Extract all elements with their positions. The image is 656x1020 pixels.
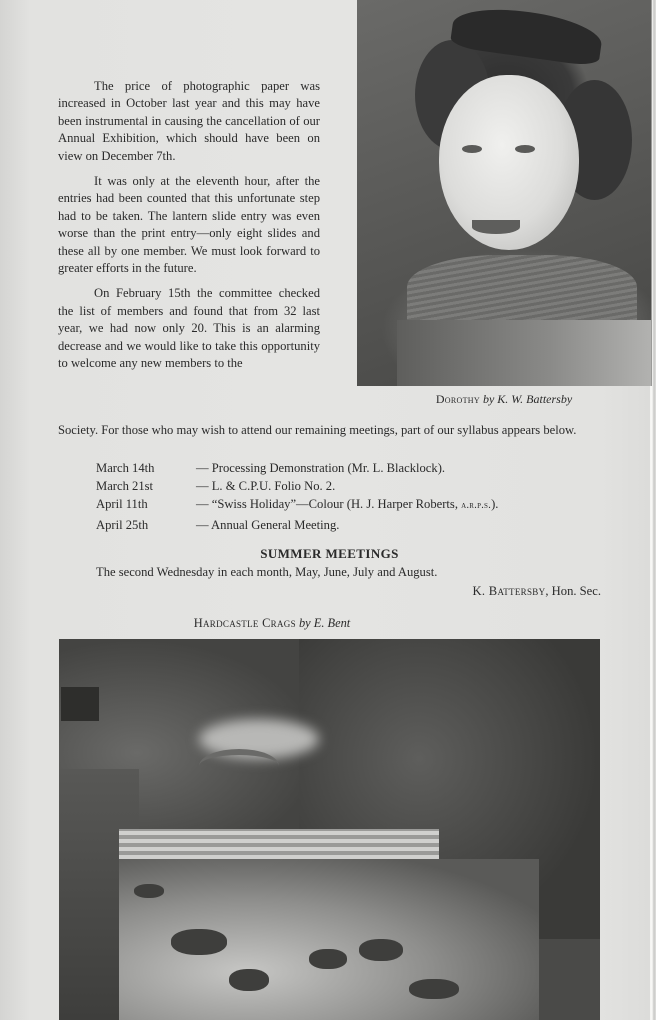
syllabus-date: April 11th — [96, 497, 148, 512]
landscape-caption-title: Hardcastle Crags — [193, 616, 296, 630]
photo-rock — [229, 969, 269, 991]
summer-meetings-heading: SUMMER MEETINGS — [260, 546, 399, 561]
syllabus-date: April 25th — [96, 517, 149, 532]
syllabus-item — [96, 495, 498, 515]
photo-rock — [171, 929, 227, 955]
syllabus-item — [96, 477, 498, 495]
photo-rock — [409, 979, 459, 999]
photo-eye-right — [515, 145, 535, 153]
photo-rock — [359, 939, 403, 961]
portrait-caption-author: by K. W. Battersby — [482, 392, 573, 406]
landscape-caption — [58, 616, 486, 631]
signature — [472, 584, 601, 599]
paragraph-paper-price: The price of photographic paper was increased in October last year and this may have been instrumental in causing the cancellation of our Annual Exhibition, which should have been on view on December 7th. — [58, 79, 320, 163]
photo-bridge — [199, 749, 279, 783]
landscape-photo-hardcastle-crags — [59, 639, 600, 1020]
photo-house — [61, 687, 99, 721]
syllabus-date: March 21st — [96, 479, 154, 494]
syllabus-event-honours: a.r.p.s. — [461, 500, 492, 512]
syllabus-event: — L. & C.P.U. Folio No. 2. — [196, 479, 336, 494]
photo-weir — [119, 829, 439, 859]
paragraph-eleventh-hour: It was only at the eleventh hour, after the entries had been counted that this unfortunate step had to be taken. The lantern slide entry was even worse than the print entry—only eight slides and these all by one member. We must look forward to greater efforts in the future. — [58, 174, 320, 276]
paragraph-continuation: Society. For those who may wish to attend our remaining meetings, part of our syllabus appears below. — [58, 423, 577, 437]
photo-eye-left — [462, 145, 482, 153]
summer-meetings-text: The second Wednesday in each month, May, June, July and August. — [96, 565, 438, 579]
syllabus-event: — Processing Demonstration (Mr. L. Blacklock). — [196, 461, 446, 475]
portrait-photo-dorothy — [357, 0, 652, 386]
landscape-caption-author: by E. Bent — [298, 616, 351, 630]
photo-rock — [309, 949, 347, 969]
signature-name: K. Battersby — [472, 584, 546, 598]
portrait-caption — [357, 392, 651, 407]
photo-rock — [134, 884, 164, 898]
article-column — [58, 78, 320, 373]
portrait-caption-title: Dorothy — [435, 392, 480, 406]
signature-role: , Hon. Sec. — [545, 584, 601, 598]
syllabus-date: March 14th — [96, 461, 155, 475]
syllabus-event: — “Swiss Holiday”—Colour (H. J. Harper Roberts, — [196, 497, 462, 512]
syllabus-list — [96, 459, 498, 534]
photo-mouth — [472, 220, 520, 234]
syllabus-item — [96, 516, 498, 534]
syllabus-event-end: ). — [491, 497, 499, 512]
photo-coat — [397, 320, 651, 386]
syllabus-event: — Annual General Meeting. — [196, 517, 340, 532]
syllabus-item — [96, 459, 498, 477]
paragraph-membership: On February 15th the committee checked the list of members and found that from 32 last year, we had now only 20. This is an alarming decrease and we would like to take this opportunity to welcome any new members to the — [58, 286, 320, 371]
